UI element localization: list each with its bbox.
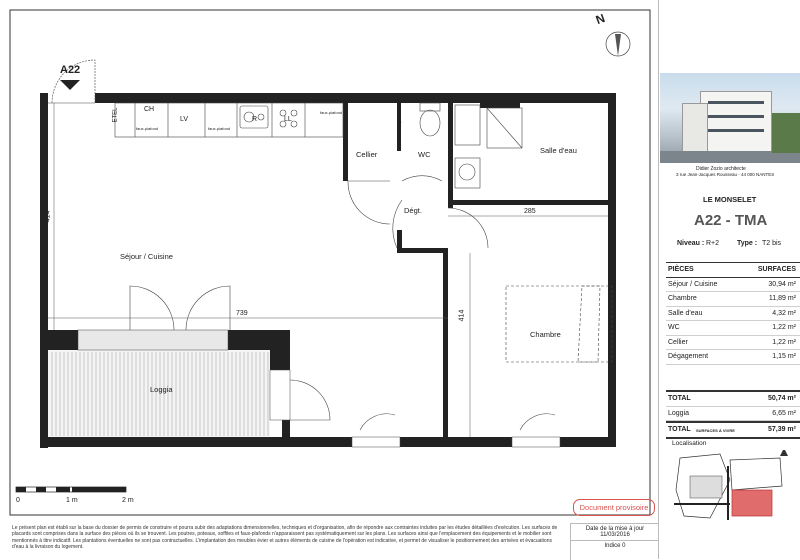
totals-table [666,390,800,439]
label-r: R [252,116,258,123]
room-salle-deau: Salle d'eau [540,146,577,155]
table-row [666,336,800,351]
room-loggia: Loggia [150,385,173,394]
total-all-label: TOTAL [668,426,691,433]
dim-739: 739 [236,310,248,317]
table-header [666,263,800,278]
project-name: LE MONSELET [703,195,757,204]
bed [506,286,612,362]
room-sejour: Séjour / Cuisine [120,252,173,261]
room-chambre: Chambre [530,330,561,339]
total-value: 50,74 m² [767,395,796,402]
sanitary [420,103,522,188]
legal-note: Le présent plan est établi sur la base du dossier de permis de construire et pourra subir des adaptations dimensionnelles, techniques et d'organisation, afin de répondre aux contraintes induites par les études détaillées d'exécution. Les surfaces de placards sont comprises dans la surface des pièces où ils se trouvent. Les poutres, poteaux, soffites et faux-plafonds n'apparaissent pas systématiquement sur les plans. Les surfaces ainsi que l'emplacement des équipements et le mobilier sont mentionnés à titre indicatif. Les plantations éventuelles ne sont pas contractuelles. L'implantation des meubles évier et autres éléments de cuisine de l'opération est indicative, et permet de visualiser le positionnement des arrivées et évacuations d'eau à la livraison du logement. [12,525,558,551]
compass-icon [606,32,630,56]
total-row [666,390,800,407]
table-row [666,321,800,336]
room-surface: 30,94 m² [768,280,796,288]
table-row [666,292,800,307]
table-row [666,307,800,322]
architect-name: Didier Zozio architecte [696,166,746,172]
header-piece: PIÈCES [668,266,694,273]
niveau-label: Niveau : [677,240,705,247]
label-ch: CH [144,106,155,113]
room-surface: 1,22 m² [772,338,796,346]
entry-arrow-icon [60,80,80,90]
niveau-value: R+2 [706,240,720,247]
room-wc: WC [418,150,431,159]
dim-285: 285 [524,208,536,215]
loggia-value: 6,65 m² [772,409,796,417]
room-surface: 11,89 m² [768,295,796,302]
provisional-badge: Document provisoire [573,499,655,516]
table-row [666,278,800,293]
project-lot: A22 - TMA [694,212,768,229]
room-cellier: Cellier [356,150,378,159]
total-all-value: 57,39 m² [767,426,796,433]
type-value: T2 bis [762,240,782,247]
room-degt: Dégt. [404,206,422,215]
type-label: Type : [737,240,758,247]
header-surface: SURFACES [757,266,796,273]
localisation-map [670,450,798,522]
label-faux-plafond-4: faux-plafond [396,109,402,132]
indice: Indice 0 [571,540,659,549]
label-faux-plafond-1: faux-plafond [136,126,159,131]
loggia-label: Loggia [668,409,690,417]
room-name: Chambre [668,295,697,302]
room-name: Salle d'eau [668,309,703,317]
unit-marker: A22 [60,64,81,76]
date-label: Date de la mise à jour [585,526,645,532]
room-name: Séjour / Cuisine [668,280,718,288]
room-surface: 1,22 m² [772,324,796,331]
room-name: Cellier [668,338,688,346]
label-etel: ETEL [112,107,119,123]
scale-bar [16,487,126,492]
label-faux-plafond-2: faux-plafond [208,126,231,131]
dim-414-left: 414 [44,210,52,223]
building-photo [660,73,800,163]
loggia-row [666,407,800,422]
room-surface: 4,32 m² [772,309,796,317]
room-name: WC [668,324,680,331]
table-row [666,350,800,365]
loggia-hatch [40,350,290,447]
room-name: Dégagement [668,353,709,360]
total-all-row [666,421,800,439]
room-surface: 1,15 m² [772,353,796,360]
label-lv: LV [180,116,189,123]
date-value: 11/03/2016 [600,532,630,538]
date-box [570,523,659,560]
scale-0: 0 [16,497,20,504]
label-faux-plafond-3: faux-plafond [320,110,343,115]
surfaces-table [666,262,800,365]
total-label: TOTAL [668,395,691,402]
dim-414-mid: 414 [458,309,466,322]
label-ll: LL [284,116,292,123]
scale-2m: 2 m [122,497,134,504]
compass-label: N [593,10,607,28]
scale-1m: 1 m [66,497,78,504]
architect-address: 3 rue Jean-Jacques Rousseau - 44 000 NANTES [676,172,775,177]
localisation-label: Localisation [672,440,707,447]
total-all-sub: SURFACES À VIVRE [696,428,735,433]
